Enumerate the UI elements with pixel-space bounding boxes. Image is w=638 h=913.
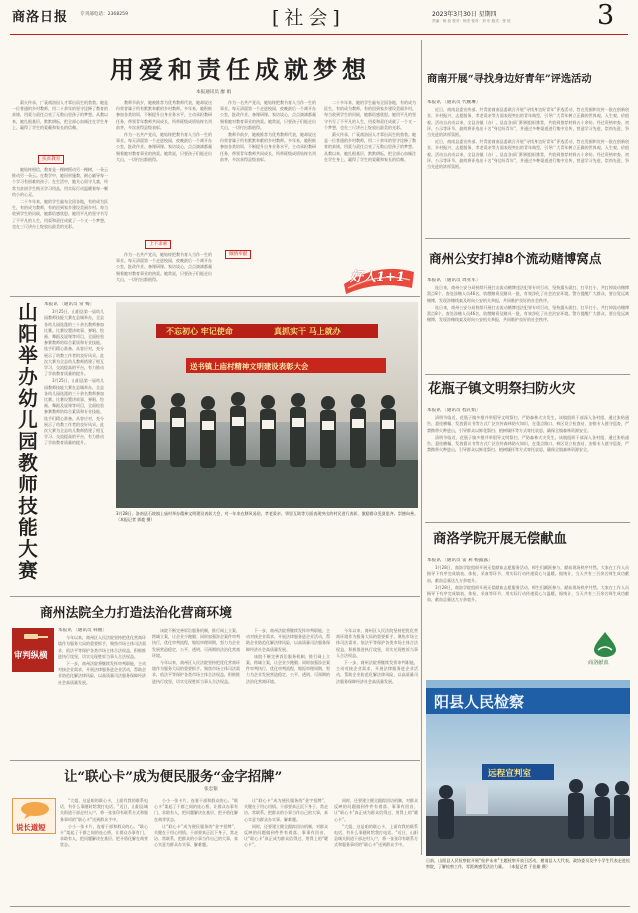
page-bottom-rule	[10, 906, 630, 907]
union-story-text-3b: 同时，还要建立健全跟踪回访机制，对群众反映的问题做到件件有着落、事事有回音，让“联心卡”真正成为群众信得过、用得上的“暖心卡”。	[244, 823, 328, 848]
union-story-col4	[334, 798, 418, 904]
kindergarten-title-text: 山阳举办幼儿园教师技能大赛	[15, 302, 38, 582]
law-story-col1	[58, 628, 146, 756]
youth-story-rule	[425, 238, 630, 239]
law-story-text-1b: 下一步，商州法院将继续发挥审判职能，主动对接企业需求，开展法律服务进企业活动，帮助企业防范化解法律风险，以高质量司法服务保障经济社会高质量发展。	[58, 661, 146, 685]
union-story-col2	[154, 798, 238, 904]
blood-story-text: 3月28日，商洛学院组织开展无偿献血志愿服务活动，师生们踊跃参与，献血现场秩序井然。大家在工作人员指导下有序完成填表、体检、采血等环节，用实际行动传递爱心与温暖。据统计，当天共有三百余名师生成功献血，献血总量达九万余毫升。	[427, 565, 629, 583]
event-photo-caption-text: 3月28日，洛南县石坡镇上庙村举办精神文明建设表彰大会，对一年来在移风易俗、孝老爱亲、邻里互助等方面表现突出的村民进行表彰，激励群众见贤思齐、崇德向善。	[116, 511, 418, 516]
banner-text: 好人1+1	[350, 270, 405, 285]
top-story-col1b	[12, 167, 108, 292]
court-photo-caption	[426, 858, 630, 890]
union-story-text-4: 同时，还要建立健全跟踪回访机制，对群众反映的问题做到件件有着落、事事有回音，让“联心卡”真正成为群众信得过、用得上的“暖心卡”。	[334, 798, 418, 822]
police-story-text-2: 连日来，商州公安分局持续开展打击流动赌博违法犯罪专项行动，坚持露头就打、打早打小，共打掉流动赌博窝点8个，查处涉赌人员46名，收缴赌资及赌具一批，有效净化了社会治安环境。警方提醒广大群众，要自觉远离赌博，发现涉赌线索及时向公安机关举报，共同维护良好的社会秩序。	[427, 304, 629, 323]
event-photo-caption	[116, 511, 418, 551]
youth-story-body	[427, 100, 629, 235]
photo-banner-line3: 送书镇上庙村精神文明建设表彰大会	[190, 362, 309, 371]
fire-story-text-2: 清明节临近，花瓶子镇多措并举倡导文明祭扫，严防森林火灾发生。该镇组织干部深入各村组，通过张贴通告、悬挂横幅、发放倡议书等方式广泛宣传森林防火知识，在重点路口、林区设立检查站，安排专人值守巡查，严禁携带火种进山，引导群众以鲜花祭扫、植树缅怀等方式寄托哀思，确保全镇森林资源安全。	[427, 434, 629, 453]
date-line: 2023年3月30日 星期四	[432, 11, 497, 18]
paper-name: 商洛日报	[12, 10, 69, 25]
top-story-byline: 本报通讯员 廖 娟	[196, 90, 232, 95]
law-story-col3	[246, 628, 330, 756]
fire-story-title: 花瓶子镇文明祭扫防火灾	[428, 381, 576, 397]
police-story-rule	[425, 374, 630, 375]
photo-people-silhouettes	[116, 380, 418, 508]
law-story-text-2b: 今年以来，商州区人民法院坚持把优化营商环境作为服务大局的重要抓手，聚焦市场主体司法需求，依法平等保护各类市场主体合法权益，积极推进执行攻坚，切实兑现胜诉当事人合法权益。	[152, 660, 240, 684]
subhead-poverty-education: 扶贫教育	[38, 155, 64, 164]
law-story-text-4: 今年以来，商州区人民法院坚持把优化营商环境作为服务大局的重要抓手，聚焦市场主体司法需求，依法平等保护各类市场主体合法权益，积极推进执行攻坚，切实兑现胜诉当事人合法权益。	[336, 628, 418, 658]
kindergarten-story-body	[44, 302, 104, 594]
law-story-icon-badge	[12, 628, 54, 672]
police-story-title: 商州公安打掉8个流动赌博窝点	[429, 251, 602, 266]
court-photo-caption-text: 日前，山阳县人民检察院开展“检护未来”主题检察开放日活动，邀请县人大代表、政协委员及中小学生代表走进检察院，了解检察工作，零距离感受法治力量。	[426, 858, 630, 870]
kindergarten-story-byline: 本报讯 〔通讯员 常 梅〕	[44, 302, 95, 307]
photo-red-banner-top	[156, 324, 378, 338]
right-column-divider	[421, 40, 422, 855]
top-story-col3	[220, 100, 316, 290]
speech-bubble-icon	[13, 799, 57, 819]
union-story-byline: 张忠银	[204, 787, 218, 792]
fire-story-text: 清明节临近，花瓶子镇多措并举倡导文明祭扫，严防森林火灾发生。该镇组织干部深入各村组，通过张贴通告、悬挂横幅、发放倡议书等方式广泛宣传森林防火知识，在重点路口、林区设立检查站，安排专人值守巡查，严禁携带火种进山，引导群众以鲜花祭扫、植树缅怀等方式寄托哀思，确保全镇森林资源安全。	[427, 415, 629, 433]
blood-story-byline: 本报讯 〔通讯员 雷 莉 杨露露〕	[427, 558, 493, 563]
section-title: [社会]	[272, 7, 345, 29]
event-photo-credit: （本报记者 郭鹿 摄）	[116, 517, 155, 523]
masthead-rule	[10, 34, 628, 35]
law-story-icon-label: 审判纵横	[14, 650, 48, 660]
photo-banner-line2: 真抓实干 马上就办	[274, 327, 341, 336]
police-story-byline: 本报讯 〔通讯员 周亚军〕	[427, 278, 481, 283]
law-story-text-3: 下一步，商州法院将继续发挥审判职能，主动对接企业需求，开展法律服务进企业活动，帮助企业防范化解法律风险，以高质量司法服务保障经济社会高质量发展。	[246, 628, 330, 652]
court-people-silhouettes	[426, 720, 630, 856]
law-story-text-1: 今年以来，商州区人民法院坚持把优化营商环境作为服务大局的重要抓手，聚焦市场主体司法需求，依法平等保护各类市场主体合法权益，积极推进执行攻坚，切实兑现胜诉当事人合法权益。	[58, 635, 146, 659]
gavel-icon	[12, 628, 54, 646]
subhead-dedication: 倾情奉献	[225, 250, 251, 259]
court-sub-sign-text: 远程宣判室	[488, 769, 531, 779]
youth-story-text-2: 近日，商南县委宣传部、共青团商南县委联合开展“寻找身边好青年”评选活动，旨在发掘和宣传一批在创新创业、乡村振兴、志愿服务、孝老爱亲等方面表现突出的青年典型，引导广大青年树立正确的世界观、人生观、价值观。活动自启动以来，全县各镇（办）、县直各部门积极组织推荐，共收到推荐材料五十余份。经过资格审查、初评、公示等环节，最终将评选出十名“身边好青年”，并通过多种渠道进行集中宣传，营造学习先进、崇尚先进、争当先进的浓厚氛围。	[427, 139, 629, 170]
fire-story-body	[427, 408, 629, 518]
page-number: 3	[597, 0, 615, 31]
law-story-text-3b: 该院不断完善诉讼服务机制，推行网上立案、跨域立案，让企业少跑腿；同时加强涉企案件审判执行，优化审判流程，缩短审理周期，努力为企业发展营造稳定、公平、透明、可预期的法治化营商环境。	[246, 653, 330, 684]
event-photo	[116, 302, 418, 508]
youth-story-title: 商南开展“寻找身边好青年”评选活动	[427, 73, 592, 85]
police-story-text: 连日来，商州公安分局持续开展打击流动赌博违法犯罪专项行动，坚持露头就打、打早打小，共打掉流动赌博窝点8个，查处涉赌人员46名，收缴赌资及赌具一批，有效净化了社会治安环境。警方提醒广大群众，要自觉远离赌博，发现涉赌线索及时向公安机关举报，共同维护良好的社会秩序。	[427, 285, 629, 303]
top-story-col3-p2: 教师节前夕，她被推荐为优秀教师代表，她却说这份荣誉属于所有默默奉献的乡村教师。多年来，她积极参加各类培训，不断提升自身业务水平，主动承担教研任务，带领青年教师共同成长，所带班级成绩始终名列前茅，多次获得县级表彰。	[220, 132, 316, 162]
top-story-col4-p: 二十多年来，她的学生遍布全国各地，有的成为医生，有的成为教师，有的回到家乡建设美丽乡村。每当收到学生的问候，她都倍感欣慰。她用平凡的坚守书写了不平凡的人生，用爱和责任成就了一个又一个梦想，也在三尺讲台上绽放出最美的光彩。	[324, 100, 416, 130]
law-story-text-4b: 下一步，商州法院将继续发挥审判职能，主动对接企业需求，开展法律服务进企业活动，帮助企业防范化解法律风险，以高质量司法服务保障经济社会高质量发展。	[336, 660, 418, 684]
court-photo	[426, 680, 630, 856]
kindergarten-story-text-2: 3月25日，山阳县第一届幼儿园教师技能大赛在县城举办，全县各幼儿园选派的三十余名教师参加比赛。比赛设置讲故事、弹唱、绘画、舞蹈及说课等项目，全面检验参赛教师的综合素质和专业技能。选手们精心准备、从容应对，充分展示了幼教工作者的良好风采。此次大赛为全县幼儿教师搭建了相互学习、交流提高的平台，有力推动了学前教育质量的提升。	[44, 378, 104, 446]
union-story-text-2b: 让“联心卡”成为便民服务的“金字招牌”，关键在于用心用情。干部要真正沉下身子，常走访、常联系，把群众的小事当作自己的大事，真心实意为群众办实事、解难题。	[154, 823, 238, 848]
law-story-title: 商州法院全力打造法治化营商环境	[40, 606, 232, 621]
subhead-exploration: 上下求索	[145, 240, 171, 249]
union-story-text-4b: “大姐，这是咱的联心卡，上面有我的联系电话，有什么事随时给我打电话。”近日，山阳县城关街道干部走村入户，将一张张印有联系方式和服务事项的“联心卡”送到群众手中。	[334, 823, 418, 848]
top-story-title: 用爱和责任成就梦想	[110, 55, 371, 84]
blood-drop-logo-icon	[586, 630, 624, 658]
union-story-tag-text: 说长道短	[16, 823, 46, 832]
blood-logo	[586, 630, 624, 670]
youth-story-byline: 本报讯 〔通讯员 代婉琳〕	[427, 100, 481, 105]
sub-line: 责编：杨 蕊 校对：杨杰 校对：刘 东 版式：张 炫	[432, 19, 511, 23]
top-story-col4-p2: 薪火传承，广袤商洛因人才辈出而生机勃勃。她是一位普通的乡村教师，用二十余年的坚守诠释了教育的真谛，用爱与责任点亮了无数山里孩子的梦想。从教以来，她扎根基层，默默耕耘，把全部心血倾注在学生身上，赢得了学生的爱戴和家长的信赖。	[324, 132, 416, 162]
law-story-col2	[152, 628, 240, 756]
union-story-text-1b: 小小一张卡片，连着干部和群众的心。“联心卡”架起了干群之间的连心桥，让群众办事有门、求助有人，把问题解决在基层、把矛盾化解在萌芽状态。	[60, 823, 148, 848]
top-story-col2-p2: 作为一名共产党员，她始终把教书育人当作一生的事业。每天清晨第一个走进校园，夜晚最后一个离开办公室，批改作业、备课研课、家访谈心，点点滴滴都凝聚着她对教育事业的热爱。她常说，只要孩子们能走出大山，一切付出都值得。	[116, 132, 212, 162]
blood-story-text-2: 3月28日，商洛学院组织开展无偿献血志愿服务活动，师生们踊跃参与，献血现场秩序井然。大家在工作人员指导下有序完成填表、体检、采血等环节，用实际行动传递爱心与温暖。据统计，当天共有三百余名师生成功献血，献血总量达九万余毫升。	[427, 584, 629, 603]
fire-story-rule	[425, 522, 630, 523]
top-story-col1b-p: 她始终相信，教育是一棵树摇动另一棵树，一朵云推动另一朵云。在教学中，她因材施教，耐心辅导每一个学习有困难的孩子；在生活中，她关心留守儿童，经常为贫困学生购买学习用品，用实际行动温暖着每一颗幼小的心灵。	[12, 167, 108, 197]
photo-banner-line1: 不忘初心 牢记使命	[166, 327, 233, 336]
top-story-col2b	[116, 252, 212, 292]
blood-story-title: 商洛学院开展无偿献血	[433, 531, 567, 547]
union-story-title: 让“联心卡”成为便民服务“金字招牌”	[64, 769, 283, 785]
blood-logo-text: 商洛献血	[588, 660, 609, 666]
union-story-text-1: “大姐，这是咱的联心卡，上面有我的联系电话，有什么事随时给我打电话。”近日，山阳县城关街道干部走村入户，将一张张印有联系方式和服务事项的“联心卡”送到群众手中。	[60, 798, 148, 822]
mid-section-rule	[10, 596, 420, 597]
union-story-text-3: 让“联心卡”成为便民服务的“金字招牌”，关键在于用心用情。干部要真正沉下身子，常走访、常联系，把群众的小事当作自己的大事，真心实意为群众办实事、解难题。	[244, 798, 328, 822]
law-story-byline: 本报讯 〔通讯员 韩丽〕	[58, 628, 107, 633]
union-story-tag	[12, 798, 56, 834]
top-story-col2-p: 教师节前夕，她被推荐为优秀教师代表，她却说这份荣誉属于所有默默奉献的乡村教师。多年来，她积极参加各类培训，不断提升自身业务水平，主动承担教研任务，带领青年教师共同成长，所带班级成绩始终名列前茅，多次获得县级表彰。	[116, 100, 212, 130]
union-story-text-2: 小小一张卡片，连着干部和群众的心。“联心卡”架起了干群之间的连心桥，让群众办事有门、求助有人，把问题解决在基层、把矛盾化解在萌芽状态。	[154, 798, 238, 822]
masthead	[0, 0, 638, 34]
union-story-col3	[244, 798, 328, 904]
top-story-col1b-p2: 二十多年来，她的学生遍布全国各地，有的成为医生，有的成为教师，有的回到家乡建设美丽乡村。每当收到学生的问候，她都倍感欣慰。她用平凡的坚守书写了不平凡的人生，用爱和责任成就了一个又一个梦想，也在三尺讲台上绽放出最美的光彩。	[12, 199, 108, 229]
court-sign-board	[426, 688, 630, 714]
kindergarten-vertical-title	[14, 302, 38, 594]
fire-story-byline: 本报讯 〔通讯员 程瓦娟〕	[427, 408, 481, 413]
top-story-col1-p1: 薪火传承，广袤商洛因人才辈出而生机勃勃。她是一位普通的乡村教师，用二十余年的坚守诠释了教育的真谛，用爱与责任点亮了无数山里孩子的梦想。从教以来，她扎根基层，默默耕耘，把全部心血倾注在学生身上，赢得了学生的爱戴和家长的信赖。	[12, 100, 108, 130]
top-story-col3-p: 作为一名共产党员，她始终把教书育人当作一生的事业。每天清晨第一个走进校园，夜晚最后一个离开办公室，批改作业、备课研课、家访谈心，点点滴滴都凝聚着她对教育事业的热爱。她常说，只要孩子们能走出大山，一切付出都值得。	[220, 100, 316, 130]
police-story-body	[427, 278, 629, 368]
law-story-col4	[336, 628, 418, 756]
top-story-col2b-p: 作为一名共产党员，她始终把教书育人当作一生的事业。每天清晨第一个走进校园，夜晚最后一个离开办公室，批改作业、备课研课、家访谈心，点点滴滴都凝聚着她对教育事业的热爱。她常说，只要孩子们能走出大山，一切付出都值得。	[116, 252, 212, 282]
law-story-rule	[10, 760, 420, 761]
union-story-col1	[60, 798, 148, 904]
court-photo-credit: （本报记者 于佳雄 摄）	[507, 864, 550, 870]
youth-story-text: 近日，商南县委宣传部、共青团商南县委联合开展“寻找身边好青年”评选活动，旨在发掘和宣传一批在创新创业、乡村振兴、志愿服务、孝老爱亲等方面表现突出的青年典型，引导广大青年树立正确的世界观、人生观、价值观。活动自启动以来，全县各镇（办）、县直各部门积极组织推荐，共收到推荐材料五十余份。经过资格审查、初评、公示等环节，最终将评选出十名“身边好青年”，并通过多种渠道进行集中宣传，营造学习先进、崇尚先进、争当先进的浓厚氛围。	[427, 107, 629, 138]
kindergarten-story-text: 3月25日，山阳县第一届幼儿园教师技能大赛在县城举办，全县各幼儿园选派的三十余名教师参加比赛。比赛设置讲故事、弹唱、绘画、舞蹈及说课等项目，全面检验参赛教师的综合素质和专业技能。选手们精心准备、从容应对，充分展示了幼教工作者的良好风采。此次大赛为全县幼儿教师搭建了相互学习、交流提高的平台，有力推动了学前教育质量的提升。	[44, 309, 104, 377]
top-story-bottom-rule	[10, 296, 420, 297]
court-sign-text: 阳县人民检察	[434, 693, 525, 711]
good-people-banner	[340, 254, 418, 296]
edition-info: 专刊部电话：2368259	[80, 12, 129, 17]
law-story-text-2: 该院不断完善诉讼服务机制，推行网上立案、跨域立案，让企业少跑腿；同时加强涉企案件审判执行，优化审判流程，缩短审理周期，努力为企业发展营造稳定、公平、透明、可预期的法治化营商环境。	[152, 628, 240, 658]
photo-red-banner-main	[186, 358, 386, 373]
top-story-col2	[116, 100, 212, 240]
